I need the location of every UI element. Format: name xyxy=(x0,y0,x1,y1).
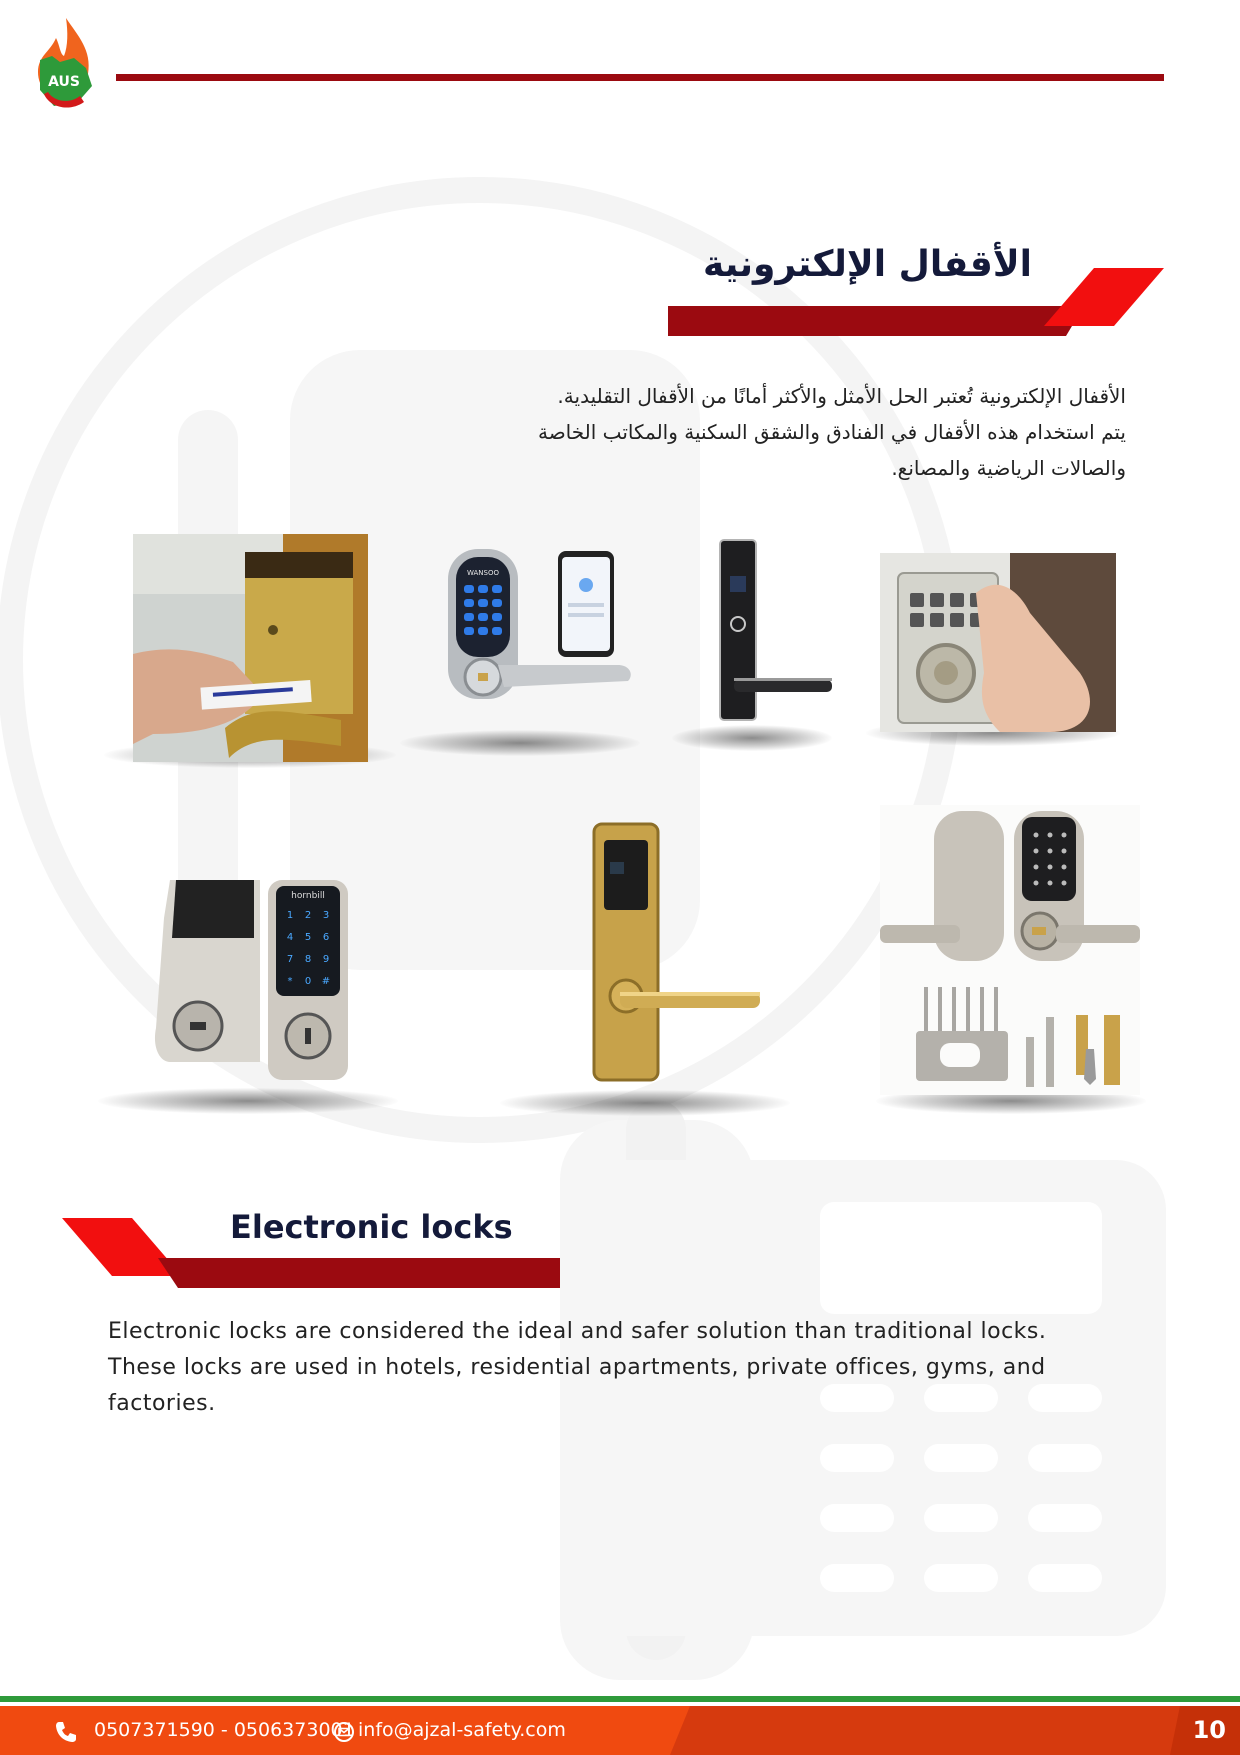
svg-text:8: 8 xyxy=(304,954,312,965)
svg-text:4: 4 xyxy=(286,932,294,943)
footer-phones[interactable]: 0507371590 - 0506373001 xyxy=(94,1719,355,1741)
header-divider xyxy=(116,74,1164,81)
svg-text:5: 5 xyxy=(304,932,312,943)
smart-lever-lock-with-phone-photo xyxy=(438,545,638,725)
page-number: 10 xyxy=(1192,1716,1226,1744)
arabic-description-line: يتم استخدام هذه الأقفال في الفنادق والشقق السكنية والمكاتب الخاصة xyxy=(537,420,1126,444)
svg-text:0: 0 xyxy=(304,976,312,987)
svg-text:3: 3 xyxy=(322,910,330,921)
logo-text: AUS xyxy=(48,74,80,90)
keypad-deadbolt-photo xyxy=(880,553,1116,732)
black-hotel-lock-photo xyxy=(696,538,832,728)
image-shadow xyxy=(672,725,832,751)
arabic-description-line: الأقفال الإلكترونية تُعتبر الحل الأمثل والأكثر أمانًا من الأقفال التقليدية. xyxy=(557,384,1126,408)
arabic-description-line: والصالات الرياضية والمصانع. xyxy=(891,456,1126,480)
keypad-deadbolt-set-photo xyxy=(150,878,356,1086)
svg-text:6: 6 xyxy=(322,932,330,943)
phone-icon xyxy=(54,1720,78,1744)
arabic-section-title: الأقفال الإلكترونية xyxy=(702,244,1032,285)
svg-text:9: 9 xyxy=(322,954,330,965)
svg-text:*: * xyxy=(287,976,293,987)
english-section-title: Electronic locks xyxy=(230,1208,513,1246)
english-description-line: These locks are used in hotels, residential apartments, private offices, gyms, and xyxy=(108,1355,1046,1380)
image-shadow xyxy=(98,1088,398,1114)
english-description-line: Electronic locks are considered the ideal and safer solution than traditional locks. xyxy=(108,1319,1047,1344)
gold-hotel-lock-photo xyxy=(590,822,760,1084)
svg-text:7: 7 xyxy=(286,954,294,965)
keypad-lever-kit-photo xyxy=(880,805,1140,1095)
svg-text:2: 2 xyxy=(304,910,312,921)
lock-brand-text: WANSOO xyxy=(466,569,500,577)
hotel-card-lock-photo xyxy=(133,534,368,762)
image-shadow xyxy=(400,730,640,756)
image-shadow xyxy=(500,1090,790,1116)
svg-text:#: # xyxy=(321,976,331,987)
footer-green-stripe xyxy=(0,1696,1240,1702)
arabic-description xyxy=(366,378,1126,486)
email-icon xyxy=(334,1722,354,1742)
english-description-line: factories. xyxy=(108,1391,216,1416)
footer-email[interactable]: info@ajzal-safety.com xyxy=(358,1719,566,1741)
svg-text:1: 1 xyxy=(286,910,294,921)
company-logo xyxy=(30,16,102,112)
lock-brand-text: hornbill xyxy=(291,891,325,901)
english-description xyxy=(108,1314,1158,1422)
